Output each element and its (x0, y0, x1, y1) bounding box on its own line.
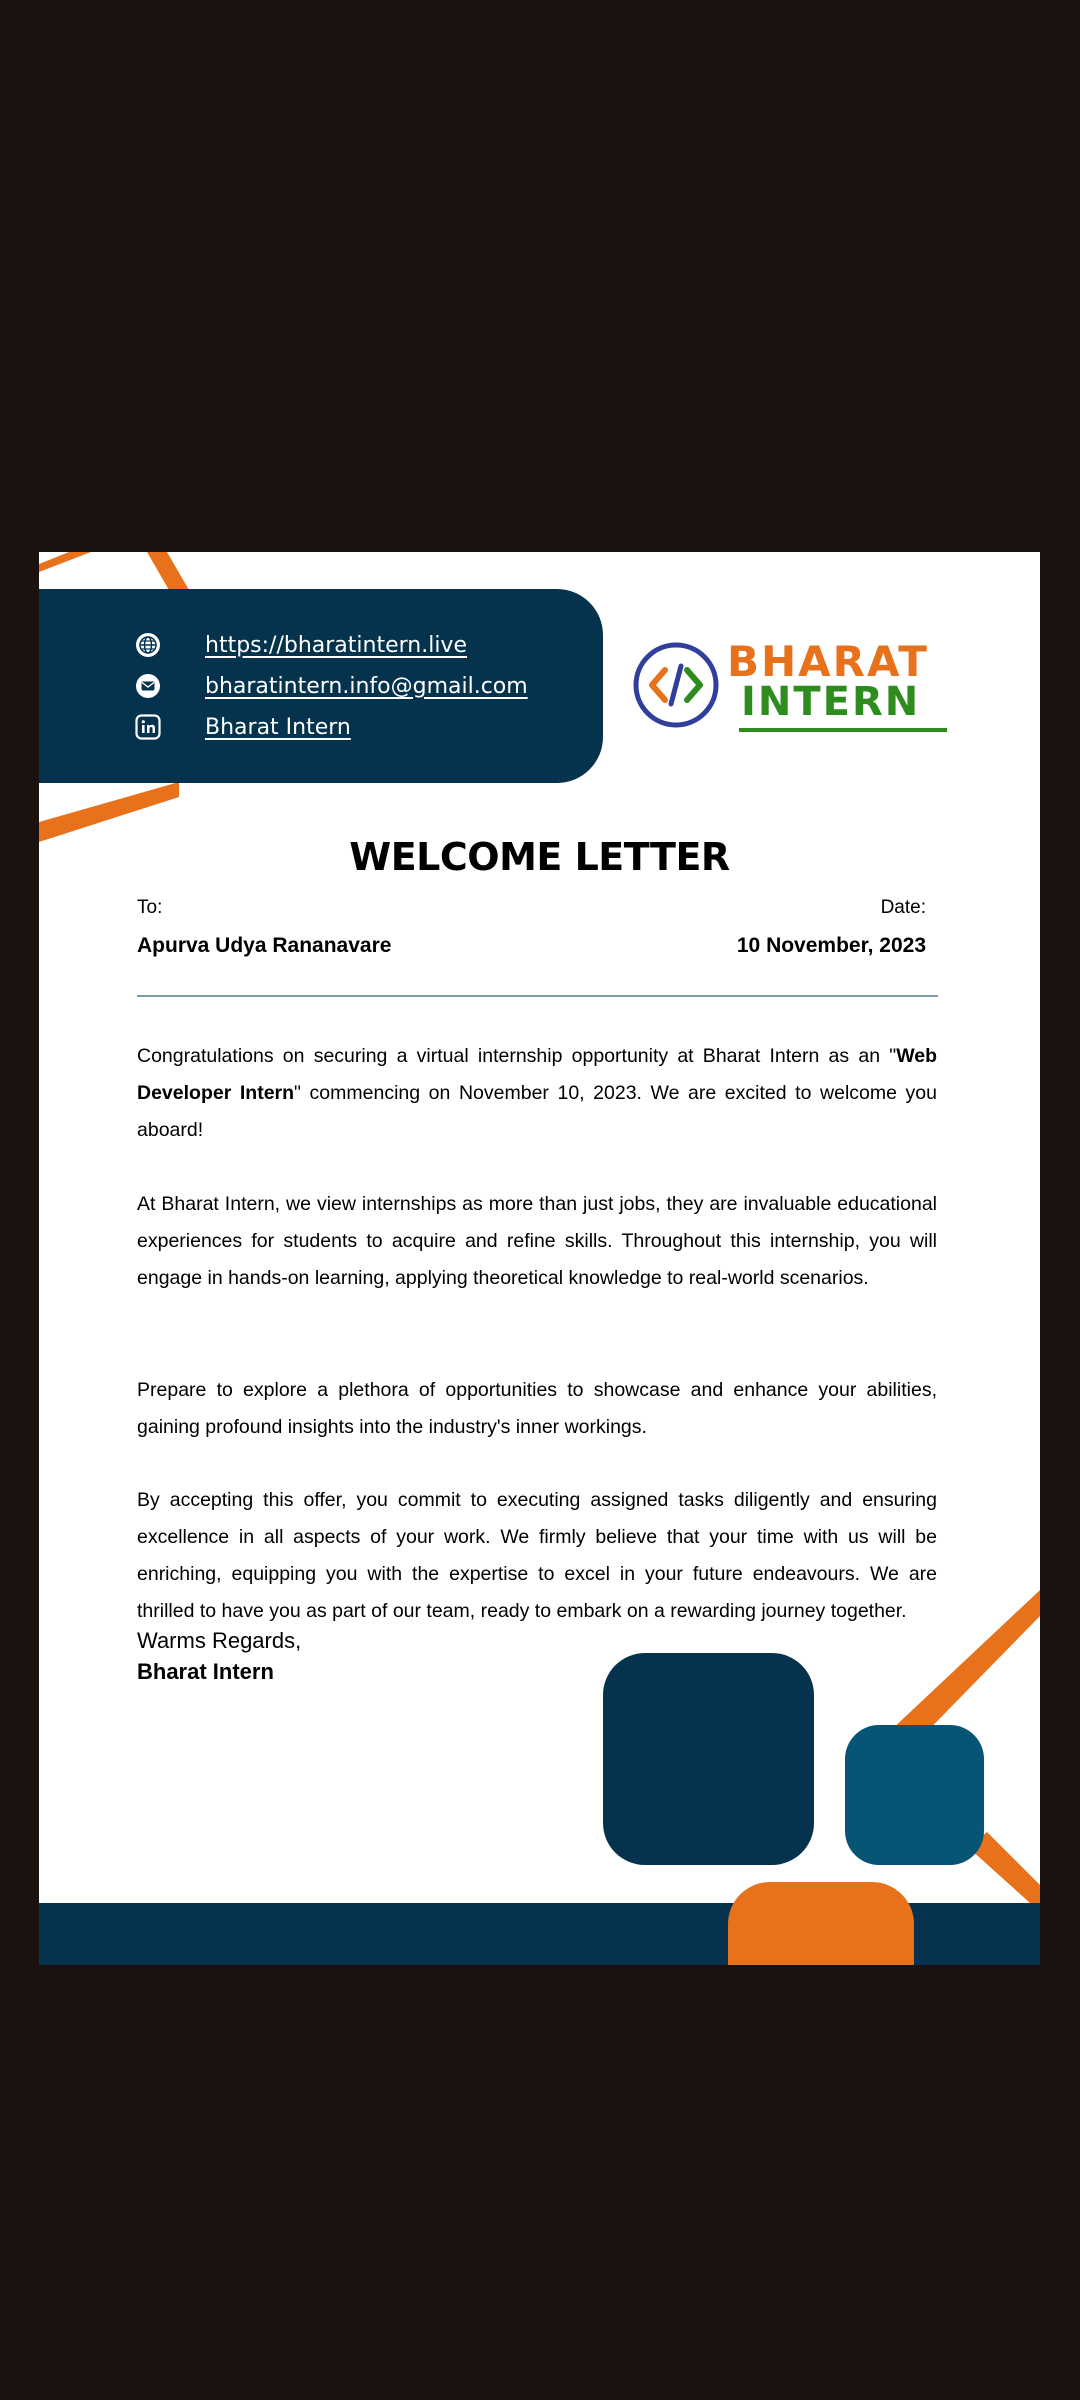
signer-name: Bharat Intern (137, 1659, 274, 1684)
closing-text: Warms Regards, (137, 1628, 302, 1653)
date-label: Date: (880, 897, 926, 918)
to-label: To: (137, 897, 163, 918)
welcome-letter-document (39, 552, 1040, 1965)
internship-role: Web Developer Intern (137, 1045, 937, 1104)
linkedin-link[interactable]: Bharat Intern (205, 714, 351, 740)
logo-intern-text: INTERN (741, 679, 921, 725)
orange-tab-decoration (728, 1882, 914, 1965)
logo-bharat-text: BHARAT (727, 637, 929, 686)
paragraph-2: At Bharat Intern, we view internships as more than just jobs, they are invaluable educational experiences for students to acquire and refine skills. Throughout this internship, you will engage in hands-on learning, applying theoretical knowledge to real-world scenarios. (137, 1193, 937, 1289)
paragraph-1-end: " commencing on November 10, 2023. We are excited to welcome you aboard! (137, 1082, 937, 1141)
paragraph-3: Prepare to explore a plethora of opportunities to showcase and enhance your abilities, gaining profound insights into the industry's inner workings. (137, 1379, 937, 1438)
letter-date: 10 November, 2023 (736, 934, 926, 957)
recipient-name: Apurva Udya Rananavare (137, 934, 392, 957)
navy-square-decoration (603, 1653, 814, 1865)
paragraph-1-start: Congratulations on securing a virtual internship opportunity at Bharat Intern as an " (137, 1045, 897, 1067)
page-title: WELCOME LETTER (349, 835, 730, 879)
website-link[interactable]: https://bharatintern.live (205, 632, 467, 658)
paragraph-4: By accepting this offer, you commit to executing assigned tasks diligently and ensuring excellence in all aspects of your work. We firmly believe that your time with us will be enriching, equipping you with the expertise to excel in your future endeavours. We are thrilled to have you as part of our team, ready to embark on a rewarding journey together. (137, 1489, 937, 1622)
teal-square-decoration (845, 1725, 984, 1865)
email-link[interactable]: bharatintern.info@gmail.com (205, 673, 528, 699)
